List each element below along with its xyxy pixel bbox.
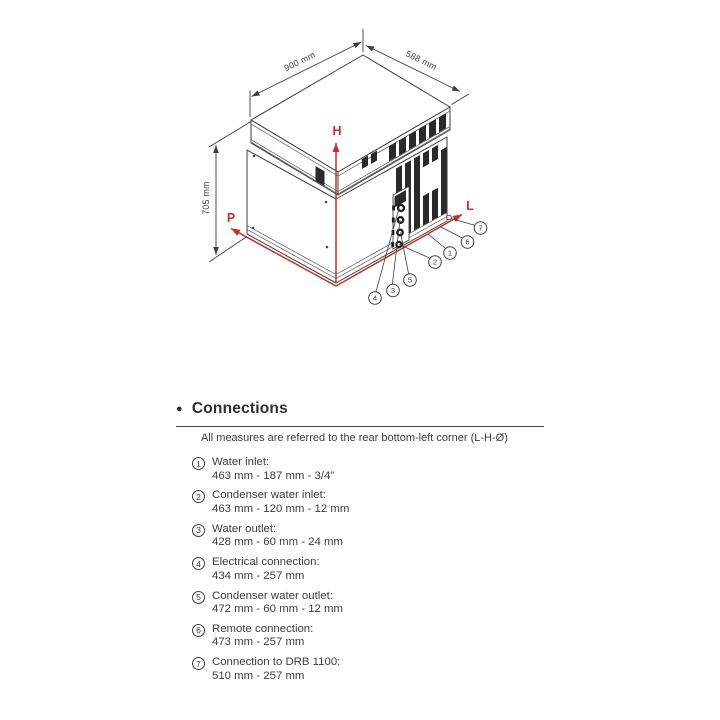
callout-5 bbox=[404, 274, 417, 287]
bullet-icon: ● bbox=[176, 402, 183, 415]
svg-text:1: 1 bbox=[447, 248, 453, 258]
svg-text:5: 5 bbox=[407, 275, 413, 285]
connection-value: 510 mm - 257 mm bbox=[212, 669, 305, 682]
fitting-corner-port bbox=[447, 215, 452, 220]
callout-6 bbox=[461, 236, 474, 249]
connections-heading bbox=[176, 400, 544, 427]
connection-label: Condenser water inlet: bbox=[212, 489, 326, 502]
connection-number-badge: 7 bbox=[192, 657, 205, 670]
fitting-port-2 bbox=[398, 217, 404, 223]
connection-list-item bbox=[192, 556, 349, 583]
axis-l-label: L bbox=[466, 199, 474, 213]
connection-number-badge: 5 bbox=[192, 591, 205, 604]
connection-value: 473 mm - 257 mm bbox=[212, 636, 305, 649]
connections-list bbox=[192, 456, 349, 690]
connection-label: Water inlet: bbox=[212, 456, 270, 468]
connection-number-badge: 3 bbox=[192, 524, 205, 537]
connection-label: Connection to DRB 1100: bbox=[212, 656, 341, 669]
svg-text:4: 4 bbox=[372, 293, 378, 303]
connection-label: Condenser water outlet: bbox=[212, 589, 333, 602]
connection-value: 463 mm - 120 mm - 12 mm bbox=[212, 502, 350, 515]
connection-number-badge: 6 bbox=[192, 624, 205, 637]
axis-p-label: P bbox=[226, 211, 236, 225]
connection-list-item bbox=[192, 623, 349, 650]
svg-text:6: 6 bbox=[465, 237, 470, 247]
connection-value: 428 mm - 60 mm - 24 mm bbox=[212, 536, 344, 549]
callout-4 bbox=[369, 292, 382, 305]
connection-label: Electrical connection: bbox=[212, 556, 320, 569]
connection-list-item bbox=[192, 456, 349, 483]
connection-value: 434 mm - 257 mm bbox=[212, 569, 305, 582]
dim-width-label: 900 mm bbox=[282, 49, 317, 74]
machine-isometric-diagram bbox=[0, 0, 720, 345]
callout-7 bbox=[474, 222, 487, 235]
connection-list-item bbox=[192, 590, 349, 617]
callout-3 bbox=[387, 284, 400, 297]
connection-label: Remote connection: bbox=[212, 622, 314, 635]
svg-text:3: 3 bbox=[390, 286, 396, 296]
connection-value: 463 mm - 187 mm - 3/4” bbox=[212, 469, 335, 482]
connection-number-badge: 2 bbox=[192, 490, 205, 503]
connections-heading-text: Connections bbox=[191, 400, 288, 417]
svg-text:7: 7 bbox=[478, 223, 483, 233]
dim-height-label: 705 mm bbox=[201, 181, 211, 215]
connection-number-badge: 4 bbox=[192, 557, 205, 570]
connection-label: Water outlet: bbox=[212, 522, 277, 535]
callout-1 bbox=[444, 247, 457, 260]
connection-number-badge: 1 bbox=[192, 457, 205, 470]
connection-list-item bbox=[192, 656, 349, 683]
connections-note: All measures are referred to the rear bottom-left corner (L-H-Ø) bbox=[201, 432, 508, 444]
callout-2 bbox=[429, 256, 442, 269]
connection-list-item bbox=[192, 489, 349, 516]
dim-depth-label: 588 mm bbox=[404, 48, 439, 73]
connection-value: 472 mm - 60 mm - 12 mm bbox=[212, 603, 344, 616]
connections-section bbox=[176, 400, 544, 427]
connection-list-item bbox=[192, 523, 349, 550]
svg-text:2: 2 bbox=[432, 257, 438, 267]
axis-h-label: H bbox=[332, 124, 342, 138]
